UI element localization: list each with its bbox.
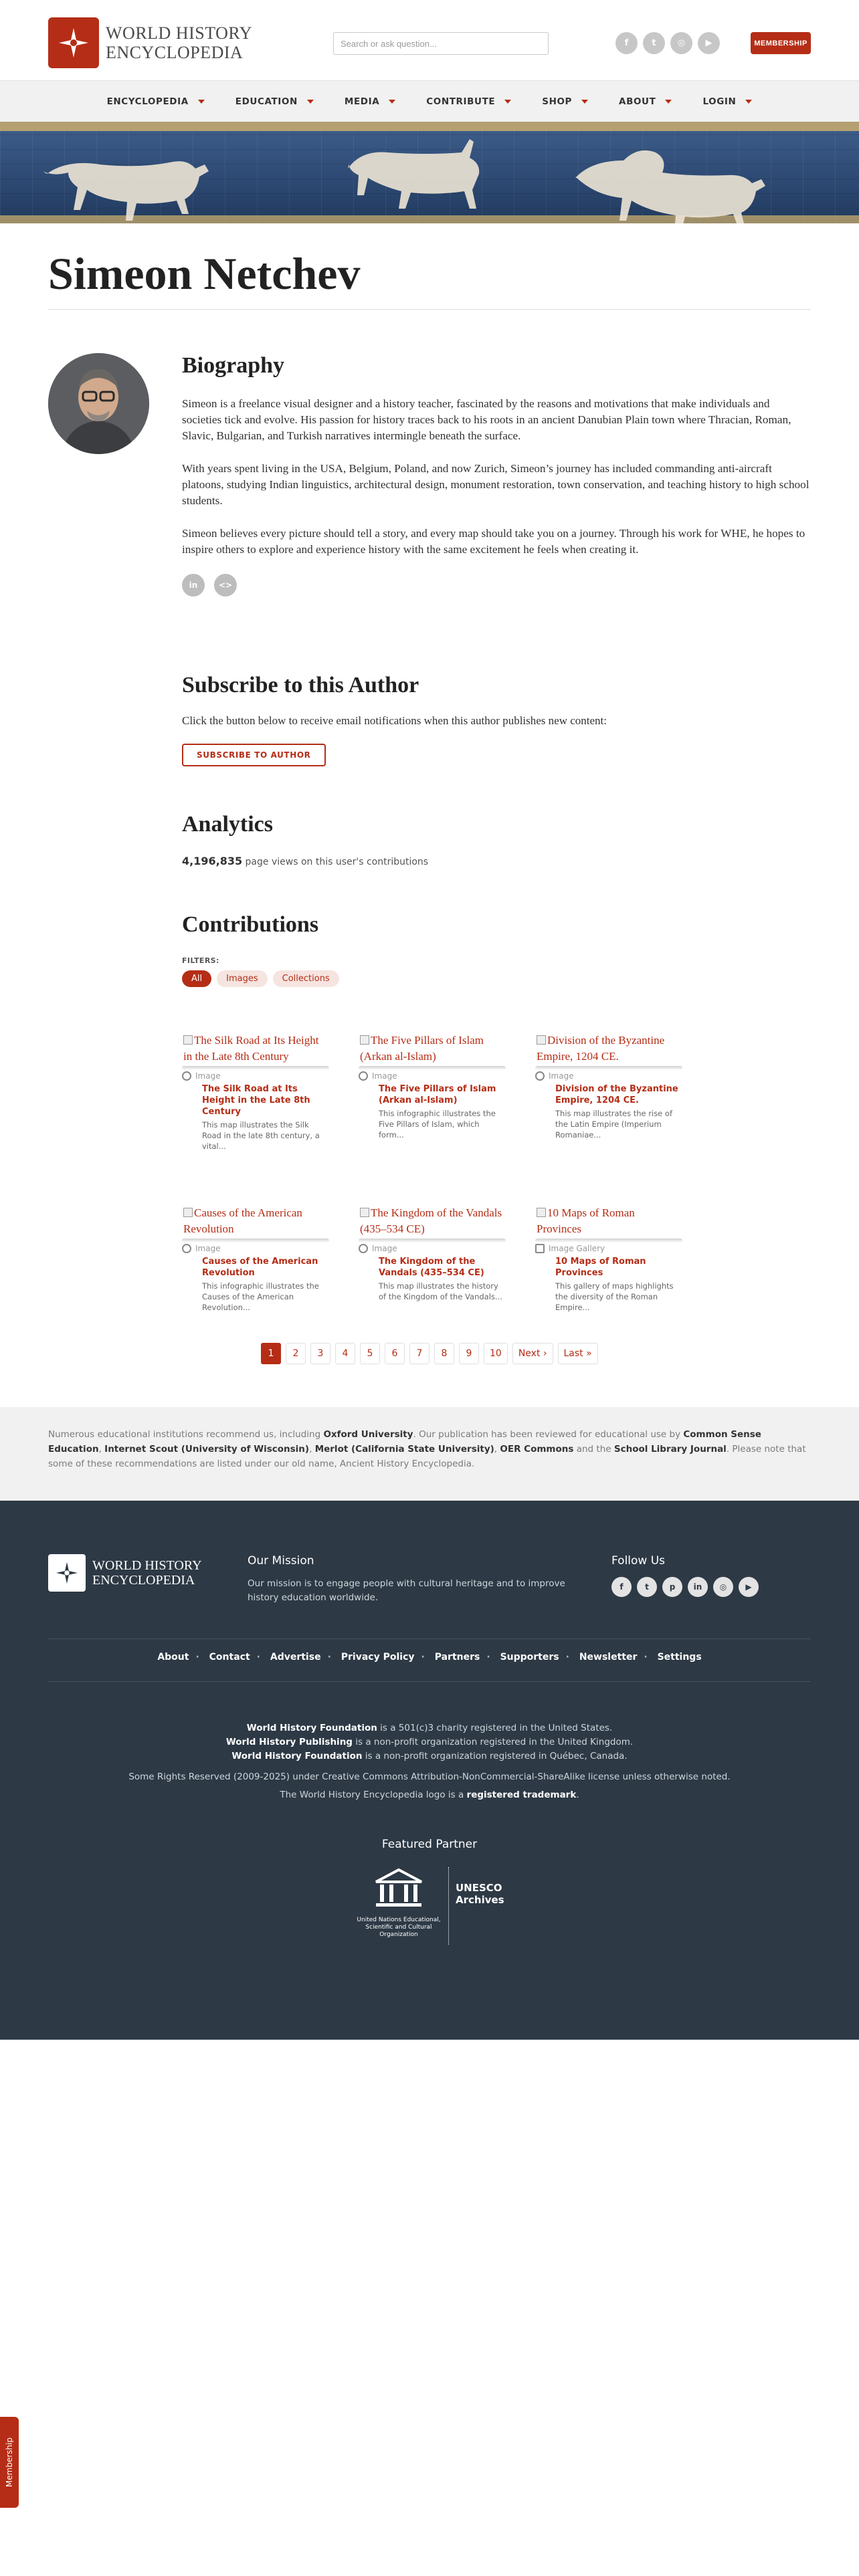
rec-text: , xyxy=(494,1444,500,1455)
analytics-section xyxy=(182,812,811,868)
page-10[interactable]: 10 xyxy=(484,1343,508,1364)
footer-link-supporters[interactable]: Supporters xyxy=(500,1652,559,1662)
unesco-temple-icon xyxy=(373,1867,424,1910)
caret-down-icon xyxy=(665,100,672,104)
nav-label: SHOP xyxy=(542,96,573,107)
footer-links xyxy=(0,1652,859,1662)
filter-chips xyxy=(182,970,811,987)
card-shadow xyxy=(359,1239,506,1243)
twitter-icon[interactable]: t xyxy=(643,32,665,54)
rec-school-library-journal[interactable]: School Library Journal xyxy=(613,1444,727,1455)
contributions-heading: Contributions xyxy=(182,912,319,937)
author-avatar xyxy=(48,353,149,454)
footer-link-newsletter[interactable]: Newsletter xyxy=(579,1652,638,1662)
nav-shop[interactable] xyxy=(542,96,588,107)
analytics-heading: Analytics xyxy=(182,812,273,837)
broken-image-icon xyxy=(360,1208,369,1217)
rec-oer-commons[interactable]: OER Commons xyxy=(500,1444,574,1455)
logo-text xyxy=(106,23,252,62)
instagram-icon[interactable]: ◎ xyxy=(670,32,692,54)
archives-label: Archives xyxy=(456,1894,504,1906)
caret-down-icon xyxy=(307,100,314,104)
legal-text: . xyxy=(576,1790,579,1800)
page-5[interactable]: 5 xyxy=(360,1343,380,1364)
link-separator: · xyxy=(327,1652,331,1662)
unesco-full-name: United Nations Educational, Scientific and Cultural Organization xyxy=(357,1917,441,1938)
rec-internet-scout[interactable]: Internet Scout (University of Wisconsin) xyxy=(104,1444,310,1455)
contribution-card[interactable] xyxy=(359,1205,506,1302)
image-type-icon xyxy=(359,1244,368,1253)
unesco-archives-label xyxy=(456,1867,504,1954)
card-image-link[interactable] xyxy=(182,1033,329,1065)
legal-line xyxy=(0,1749,859,1763)
biography-section xyxy=(182,353,811,597)
rec-text: and the xyxy=(573,1444,614,1455)
card-type-label: Image xyxy=(195,1071,221,1081)
footer-divider xyxy=(48,1681,811,1682)
title-divider xyxy=(48,309,811,310)
card-type-label: Image xyxy=(195,1244,221,1253)
nav-label: ENCYCLOPEDIA xyxy=(106,96,189,107)
footer-link-contact[interactable]: Contact xyxy=(209,1652,250,1662)
nav-label: LOGIN xyxy=(702,96,737,107)
membership-side-tab-label: Membership xyxy=(5,2437,14,2488)
card-title[interactable]: The Silk Road at Its Height in the Late 8th Century xyxy=(202,1084,310,1117)
card-type xyxy=(359,1071,506,1081)
facebook-icon[interactable]: f xyxy=(611,1577,632,1597)
biography-heading: Biography xyxy=(182,353,285,378)
logo-mark-icon xyxy=(48,17,99,68)
recommendations-strip xyxy=(0,1407,859,1501)
broken-image-icon xyxy=(183,1208,193,1217)
youtube-icon[interactable]: ▶ xyxy=(698,32,720,54)
membership-button[interactable]: MEMBERSHIP xyxy=(751,32,811,54)
card-image-link[interactable] xyxy=(359,1205,506,1237)
image-type-icon xyxy=(359,1071,368,1081)
footer-logo-text xyxy=(92,1558,202,1588)
legal-line xyxy=(0,1721,859,1735)
footer-logo[interactable] xyxy=(48,1554,202,1592)
page-3[interactable]: 3 xyxy=(310,1343,330,1364)
nav-about[interactable] xyxy=(619,96,672,107)
card-image-alt: The Kingdom of the Vandals (435–534 CE) xyxy=(360,1206,502,1235)
page-8[interactable]: 8 xyxy=(434,1343,454,1364)
rec-text: . Please note that some of these recommendations are listed under our old name, Ancient History Encyclopedia. xyxy=(48,1444,806,1469)
mission-heading: Our Mission xyxy=(248,1554,314,1568)
rec-text: . Our publication has been reviewed for educational use by xyxy=(413,1429,684,1440)
caret-down-icon xyxy=(389,100,395,104)
broken-image-icon xyxy=(360,1035,369,1045)
page-last[interactable]: Last » xyxy=(558,1343,598,1364)
featured-partner-heading: Featured Partner xyxy=(381,1838,478,1851)
card-image-alt: The Silk Road at Its Height in the Late 8th Century xyxy=(183,1034,319,1063)
link-separator: · xyxy=(195,1652,199,1662)
card-title[interactable]: Causes of the American Revolution xyxy=(202,1257,318,1278)
license-line: Some Rights Reserved (2009-2025) under Creative Commons Attribution-NonCommercial-ShareAlike license unless otherwise noted. xyxy=(128,1772,731,1782)
legal-entity: World History Foundation xyxy=(231,1751,363,1761)
legal-text: is a non-profit organization registered in Québec, Canada. xyxy=(362,1751,628,1761)
nav-media[interactable] xyxy=(345,96,395,107)
footer-logo-line-2: ENCYCLOPEDIA xyxy=(92,1573,195,1588)
page-views-count: 4,196,835 xyxy=(182,855,243,867)
caret-down-icon xyxy=(745,100,752,104)
contribution-card[interactable] xyxy=(359,1033,506,1140)
site-header xyxy=(0,0,859,80)
caret-down-icon xyxy=(504,100,511,104)
link-separator: · xyxy=(256,1652,260,1662)
card-type-label: Image xyxy=(372,1244,397,1253)
nav-label: ABOUT xyxy=(619,96,656,107)
header-social-icons xyxy=(615,32,720,54)
hero-banner xyxy=(0,122,859,223)
rec-common-sense[interactable]: Common Sense Education xyxy=(48,1429,761,1455)
footer-link-partners[interactable]: Partners xyxy=(434,1652,480,1662)
legal-line xyxy=(0,1735,859,1749)
card-description: This map illustrates the history of the Kingdom of the Vandals... xyxy=(379,1281,502,1301)
legal-entity: World History Foundation xyxy=(246,1723,377,1733)
page-9[interactable]: 9 xyxy=(459,1343,479,1364)
page-next[interactable]: Next › xyxy=(512,1343,553,1364)
filters-label: FILTERS: xyxy=(182,956,219,965)
card-image-alt: Causes of the American Revolution xyxy=(183,1206,302,1235)
site-logo[interactable] xyxy=(48,17,252,68)
author-name-heading: Simeon Netchev xyxy=(48,248,361,299)
footer-link-about[interactable]: About xyxy=(157,1652,189,1662)
card-title[interactable]: The Kingdom of the Vandals (435–534 CE) xyxy=(379,1257,484,1278)
image-gallery-type-icon xyxy=(535,1244,545,1253)
rec-text: Numerous educational institutions recommend us, including xyxy=(48,1429,324,1440)
rec-text: , xyxy=(98,1444,105,1455)
pinterest-icon[interactable]: p xyxy=(662,1577,682,1597)
filter-all[interactable]: All xyxy=(182,970,211,987)
card-description: This infographic illustrates the Five Pillars of Islam, which form... xyxy=(379,1109,496,1140)
footer-follow xyxy=(611,1554,759,1597)
search-input[interactable] xyxy=(333,32,549,55)
image-type-icon xyxy=(182,1071,191,1081)
footer-mission xyxy=(248,1554,569,1605)
trademark-link[interactable]: registered trademark xyxy=(466,1790,577,1800)
page-views-label: page views on this user's contributions xyxy=(242,857,429,867)
biography-paragraph: With years spent living in the USA, Belgium, Poland, and now Zurich, Simeon’s journey has included commanding anti-aircraft platoons, studying Indian linguistics, architectural design, monument restoration, town conservation, and teaching history to high school students. xyxy=(182,462,809,507)
main-nav xyxy=(0,80,859,122)
logo-line-2: ENCYCLOPEDIA xyxy=(106,43,244,62)
card-image-link[interactable] xyxy=(535,1205,682,1237)
biography-paragraph: Simeon believes every picture should tell a story, and every map should take you on a journey. Through his work for WHE, he hopes to inspire others to explore and experience history with the same excitement he feels when creating it. xyxy=(182,527,805,556)
page-1[interactable]: 1 xyxy=(261,1343,281,1364)
youtube-icon[interactable]: ▶ xyxy=(739,1577,759,1597)
unesco-label: UNESCO xyxy=(456,1882,502,1894)
author-profile-links xyxy=(182,574,811,597)
caret-down-icon xyxy=(581,100,588,104)
card-shadow xyxy=(535,1066,682,1070)
unesco-divider xyxy=(448,1867,449,1945)
page-2[interactable]: 2 xyxy=(286,1343,306,1364)
card-type xyxy=(182,1244,329,1253)
subscribe-section xyxy=(182,673,811,766)
page-views-line xyxy=(182,855,811,868)
card-title[interactable]: The Five Pillars of Islam (Arkan al-Islam) xyxy=(379,1084,496,1105)
twitter-icon[interactable]: t xyxy=(637,1577,657,1597)
link-separator: · xyxy=(644,1652,648,1662)
footer-link-advertise[interactable]: Advertise xyxy=(270,1652,321,1662)
contribution-card[interactable] xyxy=(535,1205,682,1313)
card-description: This map illustrates the Silk Road in the late 8th century, a vital... xyxy=(202,1120,320,1151)
subscribe-heading: Subscribe to this Author xyxy=(182,673,419,697)
code-icon[interactable]: <> xyxy=(214,574,237,597)
legal-text: is a 501(c)3 charity registered in the United States. xyxy=(377,1723,613,1733)
footer-link-privacy-policy[interactable]: Privacy Policy xyxy=(341,1652,415,1662)
card-type-label: Image Gallery xyxy=(549,1244,605,1253)
card-type xyxy=(535,1071,682,1081)
facebook-icon[interactable]: f xyxy=(615,32,638,54)
footer-legal xyxy=(0,1721,859,1802)
card-image-link[interactable] xyxy=(182,1205,329,1237)
card-image-alt: The Five Pillars of Islam (Arkan al-Islam) xyxy=(360,1034,484,1063)
card-title[interactable]: Division of the Byzantine Empire, 1204 CE. xyxy=(555,1084,678,1105)
footer-link-settings[interactable]: Settings xyxy=(657,1652,702,1662)
image-type-icon xyxy=(535,1071,545,1081)
footer-logo-line-1: WORLD HISTORY xyxy=(92,1558,202,1573)
page-7[interactable]: 7 xyxy=(409,1343,430,1364)
pagination xyxy=(261,1343,598,1364)
featured-partner xyxy=(0,1838,859,1851)
card-type-label: Image xyxy=(549,1071,574,1081)
nav-login[interactable] xyxy=(702,96,752,107)
broken-image-icon xyxy=(537,1208,546,1217)
legal-text: The World History Encyclopedia logo is a xyxy=(280,1790,467,1800)
footer-divider xyxy=(48,1638,811,1639)
legal-text: is a non-profit organization registered in the United Kingdom. xyxy=(352,1737,634,1747)
nav-contribute[interactable] xyxy=(426,96,511,107)
contribution-card[interactable] xyxy=(182,1205,329,1313)
follow-heading: Follow Us xyxy=(611,1554,666,1568)
card-title[interactable]: 10 Maps of Roman Provinces xyxy=(555,1257,646,1278)
unesco-emblem xyxy=(356,1867,442,1954)
linkedin-icon[interactable]: in xyxy=(182,574,205,597)
card-shadow xyxy=(182,1239,329,1243)
nav-label: MEDIA xyxy=(344,96,380,107)
banner-animal-reliefs xyxy=(0,122,859,223)
nav-encyclopedia[interactable] xyxy=(107,96,205,107)
card-type xyxy=(535,1244,682,1253)
card-image-alt: 10 Maps of Roman Provinces xyxy=(537,1206,635,1235)
nav-education[interactable] xyxy=(235,96,314,107)
rec-oxford[interactable]: Oxford University xyxy=(323,1429,413,1440)
card-type-label: Image xyxy=(372,1071,397,1081)
link-separator: · xyxy=(486,1652,490,1662)
contribution-card[interactable] xyxy=(535,1033,682,1140)
unesco-logo[interactable] xyxy=(356,1867,510,1954)
card-description: This infographic illustrates the Causes of the American Revolution... xyxy=(202,1281,319,1312)
filter-images[interactable]: Images xyxy=(217,970,268,987)
card-type xyxy=(182,1071,329,1081)
contributions-section xyxy=(182,912,811,987)
card-shadow xyxy=(182,1066,329,1070)
card-image-alt: Division of the Byzantine Empire, 1204 CE. xyxy=(537,1034,665,1063)
mission-text: Our mission is to engage people with cultural heritage and to improve history education worldwide. xyxy=(248,1578,565,1603)
broken-image-icon xyxy=(537,1035,546,1045)
linkedin-icon[interactable]: in xyxy=(688,1577,708,1597)
page-4[interactable]: 4 xyxy=(335,1343,355,1364)
trademark-line xyxy=(0,1788,859,1802)
caret-down-icon xyxy=(198,100,205,104)
footer-social-icons xyxy=(611,1577,759,1597)
card-type xyxy=(359,1244,506,1253)
legal-entity: World History Publishing xyxy=(225,1737,353,1747)
logo-mark-icon xyxy=(48,1554,86,1592)
logo-line-1: WORLD HISTORY xyxy=(106,23,253,43)
subscribe-text: Click the button below to receive email notifications when this author publishes new content: xyxy=(182,714,607,727)
contribution-card[interactable] xyxy=(182,1033,329,1152)
card-description: This map illustrates the rise of the Latin Empire (Imperium Romaniae... xyxy=(555,1109,672,1140)
membership-side-tab[interactable] xyxy=(0,2417,19,2508)
site-footer xyxy=(0,1501,859,2040)
nav-label: CONTRIBUTE xyxy=(426,96,496,107)
filter-collections[interactable]: Collections xyxy=(273,970,339,987)
image-type-icon xyxy=(182,1244,191,1253)
card-shadow xyxy=(535,1239,682,1243)
subscribe-to-author-button[interactable]: SUBSCRIBE TO AUTHOR xyxy=(182,744,326,766)
rec-text: , xyxy=(309,1444,315,1455)
instagram-icon[interactable]: ◎ xyxy=(713,1577,733,1597)
recommendations-text xyxy=(48,1427,811,1471)
link-separator: · xyxy=(421,1652,425,1662)
nav-label: EDUCATION xyxy=(235,96,298,107)
card-image-link[interactable] xyxy=(359,1033,506,1065)
card-description: This gallery of maps highlights the diversity of the Roman Empire... xyxy=(555,1281,674,1312)
card-image-link[interactable] xyxy=(535,1033,682,1065)
rec-merlot[interactable]: Merlot (California State University) xyxy=(314,1444,494,1455)
biography-paragraph: Simeon is a freelance visual designer and a history teacher, fascinated by the reasons and motivations that make individuals and societies tick and evolve. His passion for history traces back to his roots in an ancient Danubian Plain town where Thracian, Roman, Slavic, Bulgarian, and Turkish narratives intermingle beneath the surface. xyxy=(182,397,791,442)
card-shadow xyxy=(359,1066,506,1070)
broken-image-icon xyxy=(183,1035,193,1045)
page-6[interactable]: 6 xyxy=(385,1343,405,1364)
link-separator: · xyxy=(565,1652,569,1662)
